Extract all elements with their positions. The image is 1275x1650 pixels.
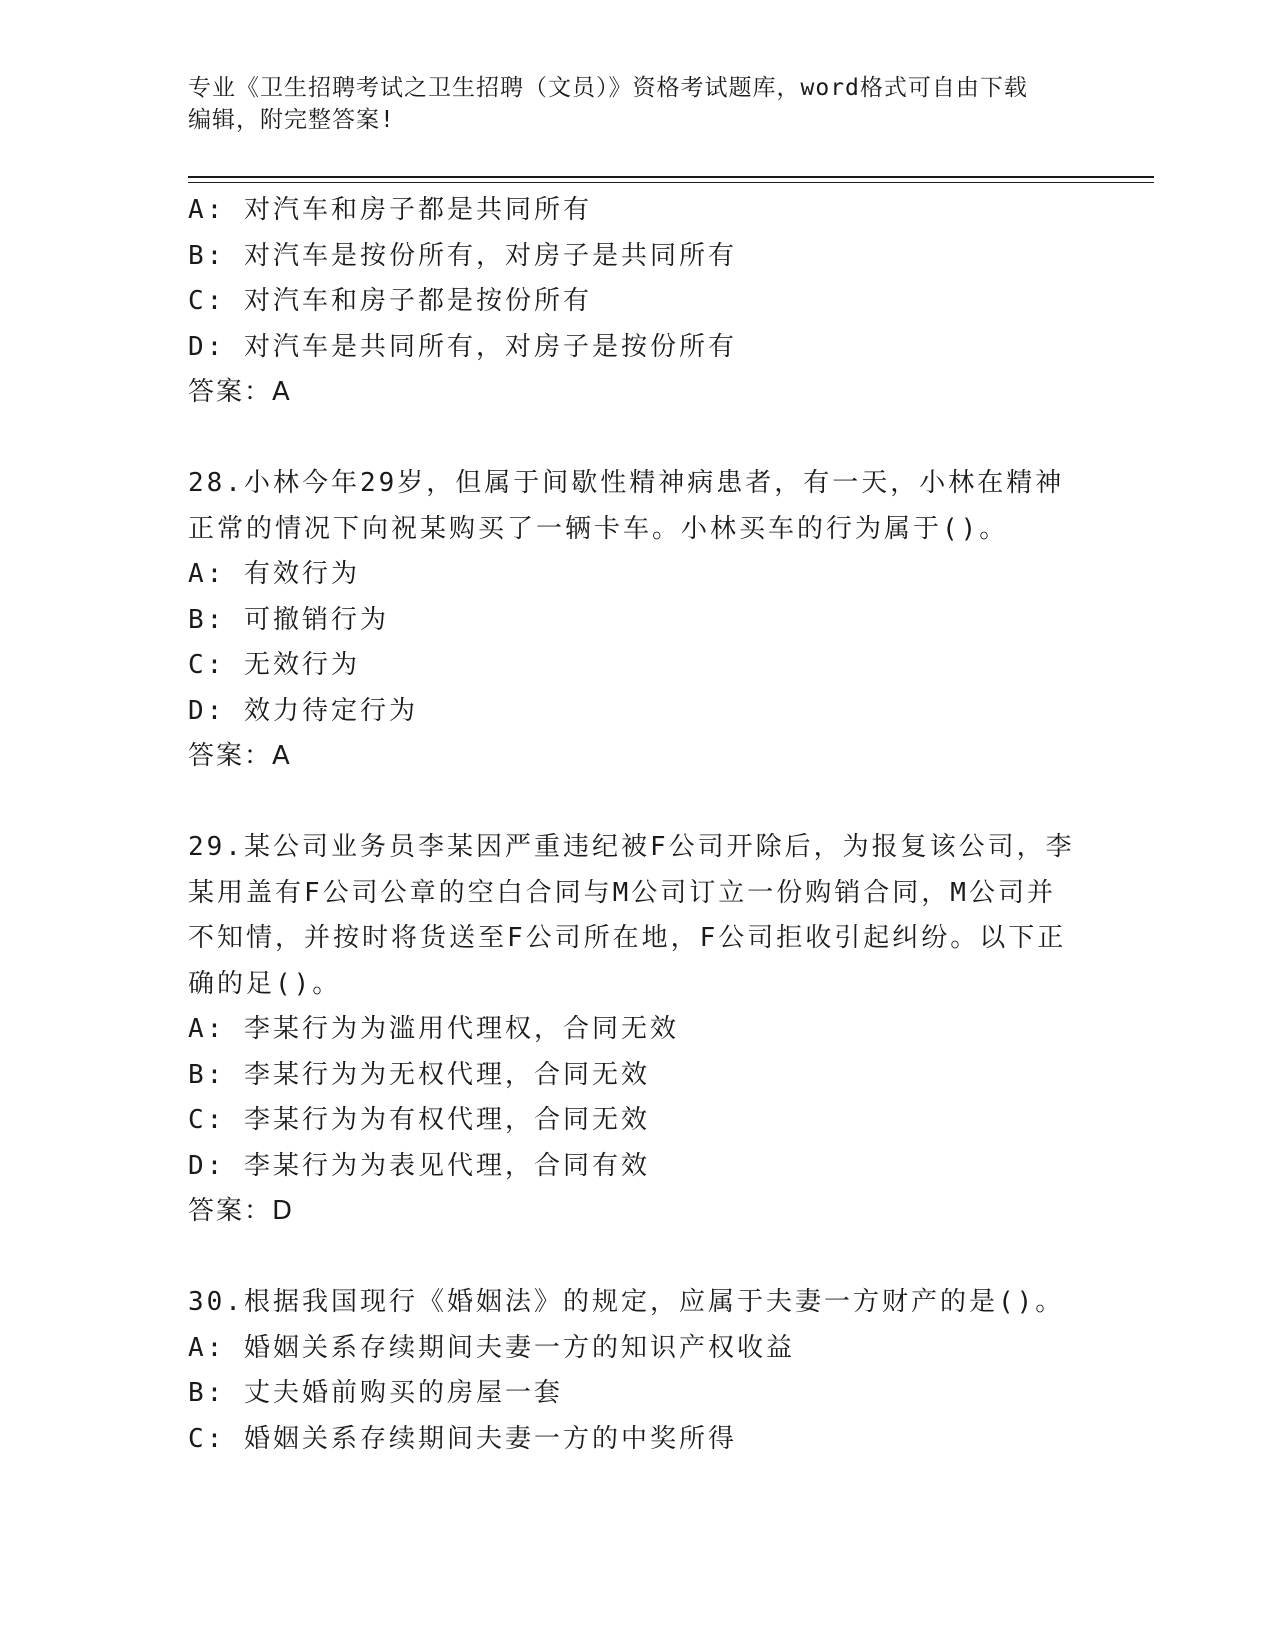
option-a: A: 李某行为为滥用代理权，合同无效 [188,1014,679,1044]
option-b: B: 可撤销行为 [188,604,389,635]
spacer [188,416,1088,462]
option-d: D: 李某行为为表见代理，合同有效 [188,1150,650,1181]
option-c: C: 李某行为为有权代理，合同无效 [188,1105,650,1135]
spacer [188,780,1088,826]
question-text-line: 确的足()。 [188,968,342,999]
answer-line: 答案：D [188,1196,295,1226]
question-text-line: 30.根据我国现行《婚姻法》的规定，应属于夫妻一方财产的是()。 [188,1287,1065,1317]
option-a: A: 婚姻关系存续期间夫妻一方的知识产权收益 [188,1332,795,1363]
document-header [188,72,1068,136]
question-text-line: 正常的情况下向祝某购买了一辆卡车。小林买车的行为属于()。 [188,513,1009,544]
option-c: C: 对汽车和房子都是按份所有 [188,286,592,316]
question-29 [188,825,1088,1235]
answer-line: 答案：A [188,377,292,407]
header-rule-thick [188,176,1154,178]
option-b: B: 李某行为为无权代理，合同无效 [188,1059,650,1090]
header-line-1: 专业《卫生招聘考试之卫生招聘（文员）》资格考试题库，word格式可自由下载 [188,75,1028,101]
option-b: B: 丈夫婚前购买的房屋一套 [188,1378,563,1408]
option-c: C: 婚姻关系存续期间夫妻一方的中奖所得 [188,1423,737,1454]
option-b: B: 对汽车是按份所有，对房子是共同所有 [188,240,737,271]
question-text-line: 29.某公司业务员李某因严重违纪被F公司开除后，为报复该公司，李 [188,832,1075,862]
option-d: D: 对汽车是共同所有，对房子是按份所有 [188,331,737,362]
option-c: C: 无效行为 [188,650,360,680]
answer-line: 答案：A [188,741,292,771]
question-text-line: 不知情，并按时将货送至F公司所在地，F公司拒收引起纠纷。以下正 [188,923,1067,953]
option-d: D: 效力待定行为 [188,695,418,726]
question-27-continued [188,188,1088,416]
question-28 [188,461,1088,780]
option-a: A: 有效行为 [188,559,360,589]
header-rule-thin [188,182,1154,183]
spacer [188,1235,1088,1281]
question-text-line: 某用盖有F公司公章的空白合同与M公司订立一份购销合同，M公司并 [188,877,1056,908]
option-a: A: 对汽车和房子都是共同所有 [188,195,592,225]
header-line-2: 编辑，附完整答案! [188,107,395,133]
question-text-line: 28.小林今年29岁，但属于间歇性精神病患者，有一天，小林在精神 [188,468,1065,498]
question-list [188,188,1088,1462]
question-30 [188,1280,1088,1462]
